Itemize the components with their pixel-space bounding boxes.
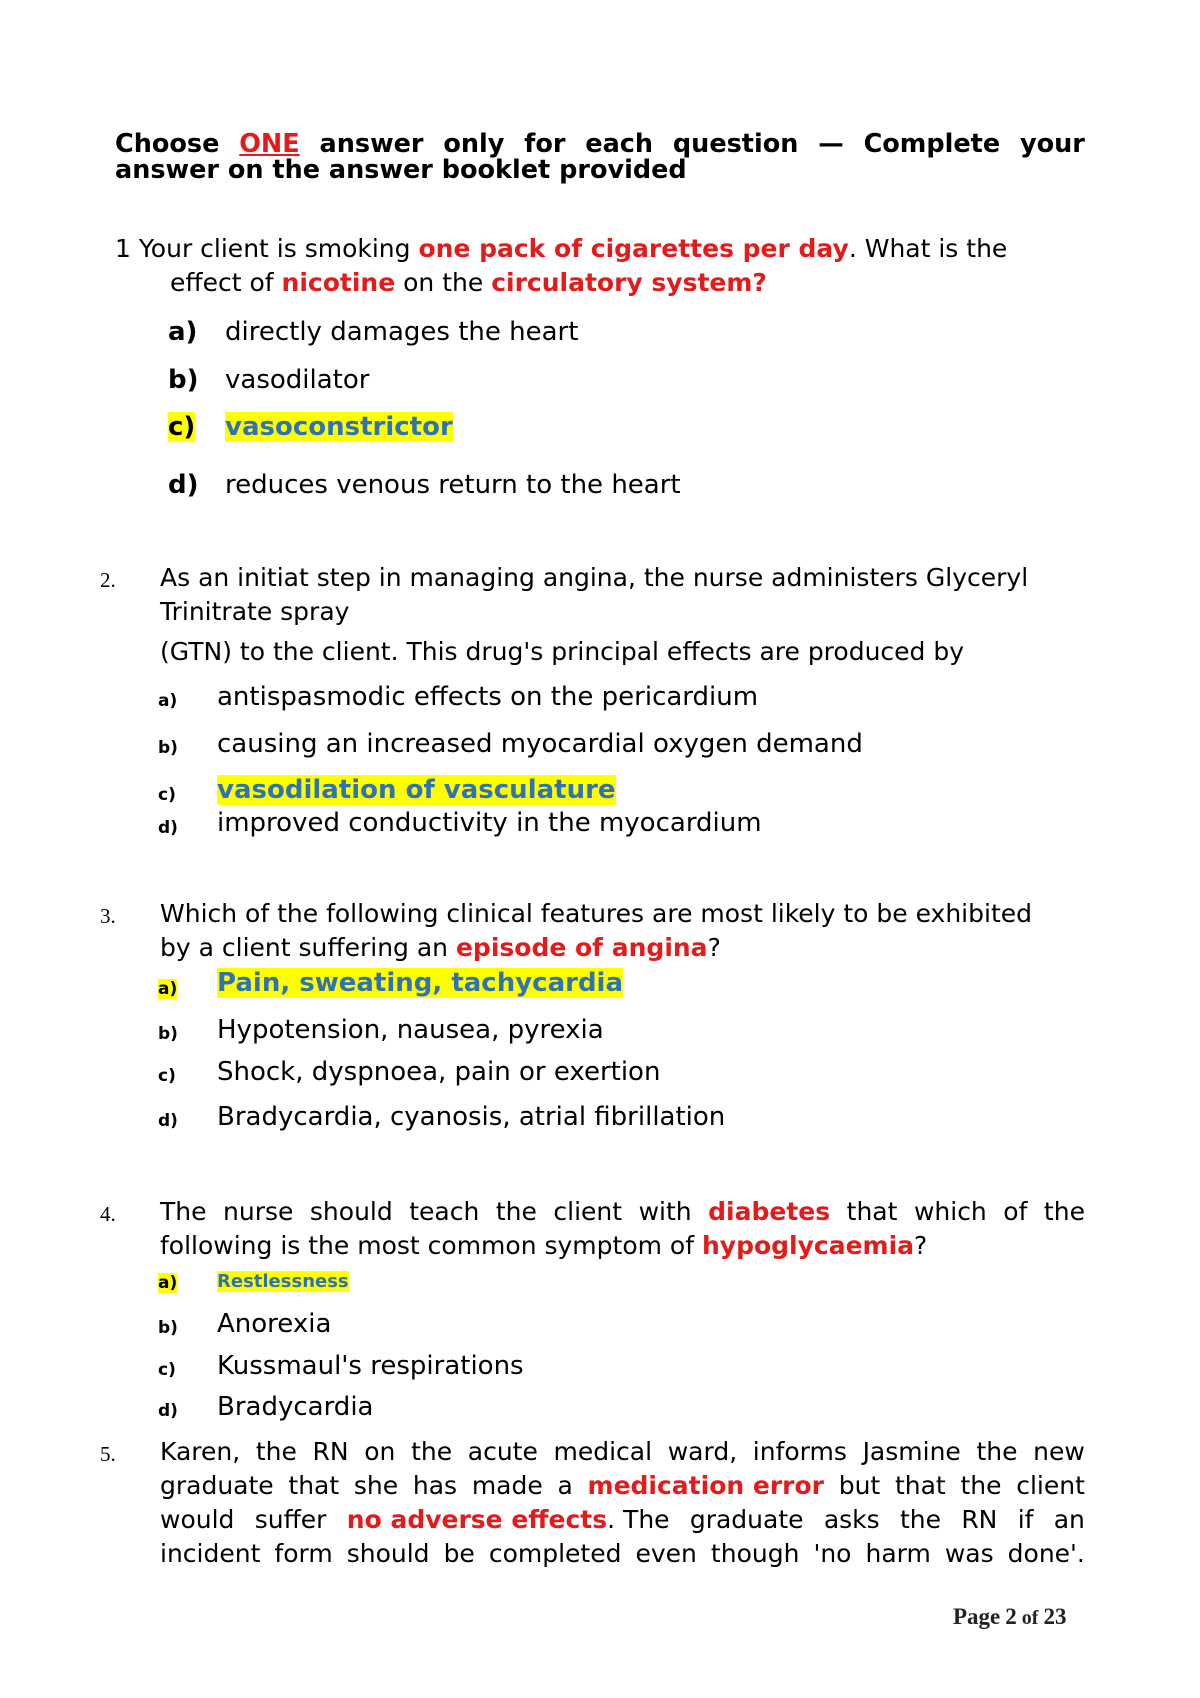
question-1-number: 1 [115,234,131,263]
question-text: by a client suffering an [160,933,456,962]
option-text: Hypotension, nausea, pyrexia [217,1015,604,1045]
question-word: acute [467,1437,538,1466]
highlight-phrase: circulatory system? [491,268,767,297]
option-text: Kussmaul's respirations [217,1351,524,1381]
question-word: which [913,1197,987,1226]
option-text: vasodilator [225,365,370,395]
page-label: Page [953,1604,1001,1629]
question-word: that [846,1197,898,1226]
option-text: Bradycardia, cyanosis, atrial fibrillation [217,1102,726,1132]
question-word: RN [312,1437,349,1466]
option-letter: d) [168,470,199,500]
question-text: ? [914,1231,928,1260]
instruction-word: Complete [863,129,1001,159]
question-2-line-3: (GTN) to the client. This drug's principal effects are produced by [160,637,965,666]
option-letter: c) [158,785,176,805]
page-current: 2 [1005,1604,1017,1629]
question-word: Karen, [160,1437,241,1466]
question-5-line-4 [160,1539,1085,1568]
option-letter: d) [158,1401,178,1421]
question-5-number: 5. [100,1442,116,1466]
option-letter-answer: a) [158,1273,178,1293]
option-text: improved conductivity in the myocardium [217,808,762,838]
question-word: would [160,1505,235,1534]
question-word: even [635,1539,697,1568]
instruction-word: your [1020,129,1085,159]
option-text-answer: vasoconstrictor [225,412,453,442]
question-3-line-1: Which of the following clinical features are most likely to be exhibited [160,899,1032,928]
question-word: should [309,1197,393,1226]
page-total: 23 [1043,1604,1067,1629]
question-word: with [638,1197,692,1226]
option-text: Bradycardia [217,1392,374,1422]
question-word: on [364,1437,396,1466]
question-word: nurse [223,1197,294,1226]
question-word: if [1017,1505,1034,1534]
option-letter-answer: a) [158,979,178,999]
question-word: new [1033,1437,1085,1466]
option-text: directly damages the heart [225,317,579,347]
question-word: the [495,1197,537,1226]
page-number [953,1604,1066,1630]
highlight-phrase: diabetes [708,1197,831,1226]
question-3-line-2 [160,933,721,962]
question-text: on the [395,268,492,297]
question-word: but [838,1471,881,1500]
highlight-phrase: no adverse effects [346,1505,608,1534]
question-5-line-2 [160,1471,1085,1500]
question-word: RN [961,1505,998,1534]
question-word: of [1003,1197,1028,1226]
option-text: reduces venous return to the heart [225,470,681,500]
option-letter: d) [158,818,178,838]
question-5-line-3 [160,1505,1085,1534]
question-word: 'no [813,1539,852,1568]
option-letter: a) [168,317,198,347]
question-4-line-2 [160,1231,927,1260]
instruction-word: question [672,129,799,159]
question-text: effect of [170,268,282,297]
option-letter: c) [158,1360,176,1380]
question-word: suffer [254,1505,327,1534]
question-word: was [944,1539,994,1568]
question-word: the [899,1505,942,1534]
instruction-word: — [818,129,844,159]
question-4-number: 4. [100,1202,116,1226]
question-text: Your client is smoking [138,234,419,263]
question-word-group [347,1505,670,1534]
option-letter: d) [158,1111,178,1131]
question-5-line-1 [160,1437,1085,1466]
question-2-line-2: Trinitrate spray [160,597,350,626]
option-text-answer: Pain, sweating, tachycardia [217,968,624,998]
option-text-answer: vasodilation of vasculature [217,775,616,805]
question-word: that [894,1471,946,1500]
instruction-word: Choose [115,129,220,159]
instruction-word: answer [319,129,424,159]
question-4-line-1 [160,1197,1085,1226]
question-word: harm [865,1539,931,1568]
question-2-line-1: As an initiat step in managing angina, the nurse administers Glyceryl [160,563,1029,592]
question-word: be [443,1539,475,1568]
highlight-phrase: episode of angina [455,933,708,962]
question-word: Jasmine [862,1437,961,1466]
highlight-phrase: nicotine [281,268,396,297]
question-1-line-2 [170,268,767,297]
question-word: an [1053,1505,1085,1534]
option-letter-answer: c) [168,412,196,442]
instruction-word: each [585,129,654,159]
question-word: informs [752,1437,847,1466]
question-word: teach [409,1197,480,1226]
instruction-word-one: ONE [239,129,300,159]
question-word: the [411,1437,453,1466]
page-of-label: of [1021,1607,1039,1629]
question-word: graduate [689,1505,804,1534]
option-letter: c) [158,1066,176,1086]
question-word: made [471,1471,543,1500]
option-letter: b) [158,1024,178,1044]
question-word: a [557,1471,573,1500]
option-text: Anorexia [217,1309,332,1339]
question-3-number: 3. [100,904,116,928]
question-word: done'. [1007,1539,1085,1568]
instruction-word: only [443,129,505,159]
option-letter: b) [158,1318,178,1338]
question-word: she [353,1471,399,1500]
instructions-line-2: answer on the answer booklet provided [115,155,687,185]
option-text-answer: Restlessness [217,1271,349,1292]
option-text: causing an increased myocardial oxygen demand [217,729,863,759]
option-text: antispasmodic effects on the pericardium [217,682,759,712]
question-word: the [960,1471,1002,1500]
question-word: form [274,1539,333,1568]
question-text: . What is the [848,234,1008,263]
question-word: asks [823,1505,880,1534]
question-word: graduate [160,1471,274,1500]
question-1-line-1 [115,234,1085,263]
question-word: incident [160,1539,261,1568]
question-word: should [346,1539,430,1568]
question-word: The [160,1197,207,1226]
question-word: the [255,1437,297,1466]
option-letter: b) [168,365,199,395]
question-word: client [553,1197,623,1226]
question-text: ? [707,933,721,962]
question-word: the [1043,1197,1085,1226]
option-letter: b) [158,738,178,758]
question-word: . The [607,1505,670,1534]
highlight-phrase: one pack of cigarettes per day [418,234,849,263]
question-word: that [288,1471,340,1500]
question-word: has [412,1471,458,1500]
instruction-word: for [524,129,566,159]
question-word: medical [553,1437,653,1466]
question-2-number: 2. [100,568,116,592]
question-word: the [976,1437,1018,1466]
option-text: Shock, dyspnoea, pain or exertion [217,1057,661,1087]
question-word: ward, [667,1437,738,1466]
highlight-phrase: medication error [587,1471,824,1500]
question-word: completed [488,1539,622,1568]
highlight-phrase: hypoglycaemia [701,1231,915,1260]
question-word: though [710,1539,800,1568]
question-text: following is the most common symptom of [160,1231,702,1260]
option-letter: a) [158,691,178,711]
question-word: client [1016,1471,1085,1500]
